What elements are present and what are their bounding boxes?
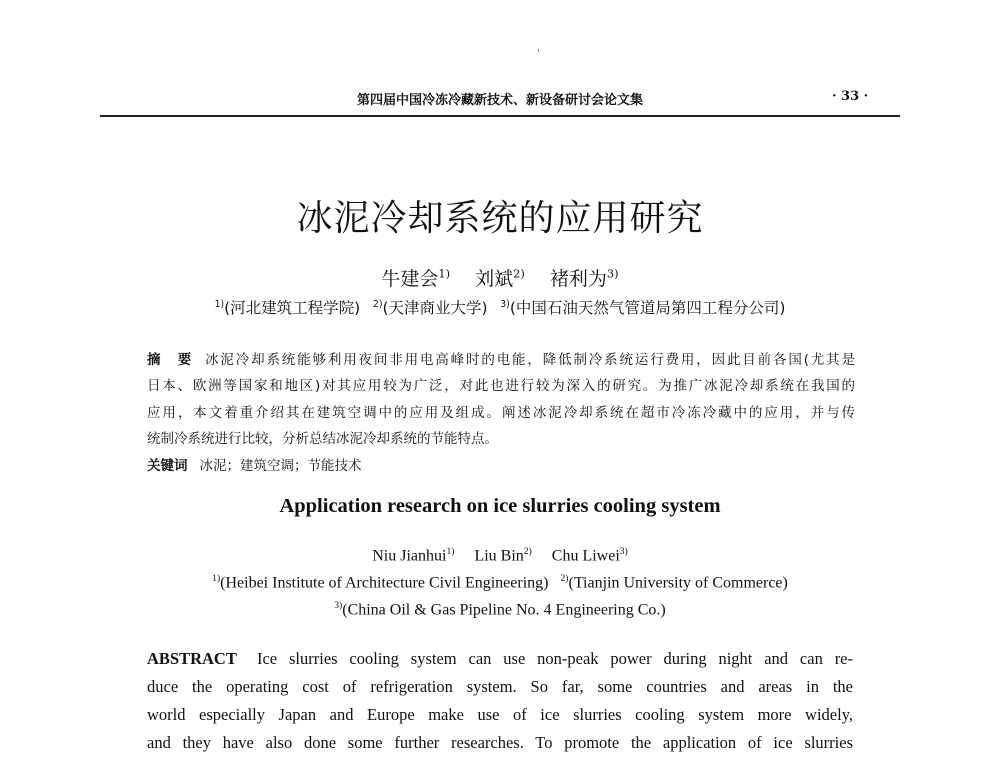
affil-mark: 1) — [214, 298, 225, 310]
affiliation-en-3 — [0, 600, 1000, 619]
affiliation: (Tianjin University of Commerce) — [568, 574, 788, 592]
scan-mark — [538, 49, 539, 52]
affil-mark: 2) — [560, 573, 569, 584]
affiliation: (天津商业大学) — [382, 299, 488, 317]
affiliations-en — [0, 573, 1000, 592]
author-name: Niu Jianhui — [372, 547, 447, 565]
keywords-cn: 关键词 冰泥；建筑空调；节能技术 — [147, 458, 362, 474]
affiliation: (中国石油天然气管道局第四工程分公司) — [509, 299, 786, 317]
abstract-cn-line: 日本、欧洲等国家和地区)对其应用较为广泛，对此也进行较为深入的研究。为推广冰泥冷却系统在我国的 — [147, 378, 855, 394]
author-name: Liu Bin — [474, 547, 524, 565]
header-rule — [100, 115, 900, 117]
abstract-cn-line: 摘 要 冰泥冷却系统能够利用夜间非用电高峰时的电能，降低制冷系统运行费用，因此目前各国(尤其是 — [147, 352, 856, 368]
affil-mark: 3) — [500, 298, 510, 310]
abstract-en-line: ABSTRACT Ice slurries cooling system can use non-peak power during night and can re- — [147, 649, 854, 668]
abstract-cn-label: 摘 要 — [147, 352, 194, 368]
affil-mark: 2) — [372, 298, 383, 310]
keywords-cn-label: 关键词 — [147, 458, 188, 474]
affil-mark: 3) — [334, 600, 343, 611]
page-number: · 33 · — [832, 89, 869, 104]
author-mark: 2) — [513, 266, 525, 281]
author-name: 褚利为 — [549, 268, 607, 290]
abstract-en-line: world especially Japan and Europe make use of ice slurries cooling system more widely, — [147, 705, 853, 724]
author-mark: 1) — [446, 546, 455, 557]
running-header: 第四届中国冷冻冷藏新技术、新设备研讨会论文集 — [356, 93, 643, 108]
abstract-en-label: ABSTRACT — [147, 649, 237, 668]
author-name: Chu Liwei — [551, 547, 620, 565]
affiliations-cn — [0, 296, 1000, 318]
affiliation: (China Oil & Gas Pipeline No. 4 Engineering Co.) — [342, 601, 666, 619]
abstract-en-line: and they have also done some further researches. To promote the application of ice slurries — [147, 733, 853, 752]
author-mark: 1) — [438, 266, 451, 281]
authors-en — [0, 546, 1000, 565]
affil-mark: 1) — [212, 573, 221, 584]
author-mark: 3) — [606, 266, 619, 281]
paper-title-en: Application research on ice slurries cooling system — [279, 495, 721, 517]
paper-title-cn: 冰泥冷却系统的应用研究 — [296, 198, 704, 239]
affiliation: (河北建筑工程学院) — [224, 299, 361, 317]
author-mark: 2) — [523, 546, 532, 557]
author-name: 刘斌 — [475, 268, 514, 290]
abstract-cn-line: 统制冷系统进行比较，分析总结冰泥冷却系统的节能特点。 — [147, 431, 498, 447]
author-mark: 3) — [619, 546, 628, 557]
abstract-en-line: duce the operating cost of refrigeration system. So far, some countries and areas in the — [147, 677, 853, 696]
authors-cn — [0, 264, 1000, 291]
author-name: 牛建会 — [381, 268, 439, 290]
affiliation: (Heibei Institute of Architecture Civil Engineering) — [220, 574, 549, 592]
abstract-cn-line: 应用，本文着重介绍其在建筑空调中的应用及组成。阐述冰泥冷却系统在超市冷冻冷藏中的应用，并与传 — [147, 405, 855, 421]
